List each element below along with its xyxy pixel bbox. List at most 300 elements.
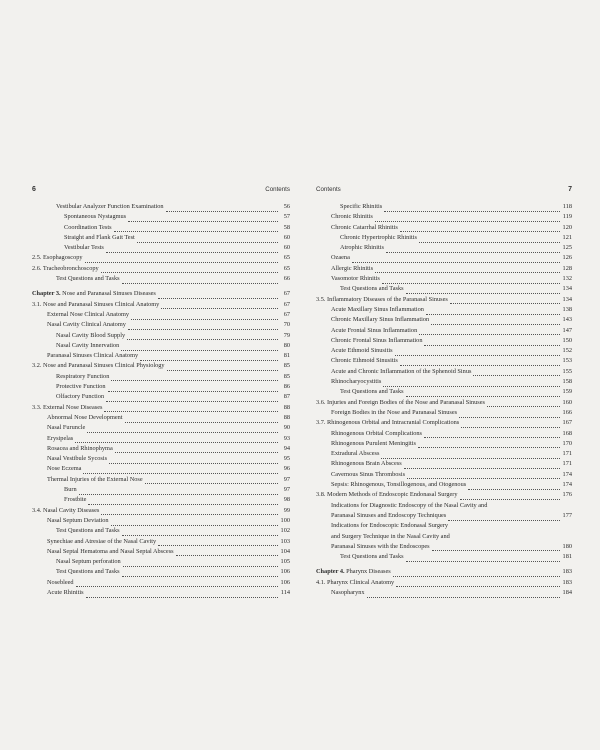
toc-entry-page: 67 — [283, 290, 290, 298]
toc-entry-title: Nasal Vestibule Sycosis — [47, 455, 108, 463]
dot-leader — [75, 436, 278, 443]
toc-entry — [32, 547, 290, 557]
toc-entry-title: Nasal Cavity Blood Supply — [56, 331, 126, 339]
toc-entry-page: 119 — [562, 213, 572, 221]
dot-leader — [419, 236, 560, 243]
left-page-header — [32, 186, 290, 196]
toc-entry-title: Chronic Rhinitis — [331, 213, 373, 221]
dot-leader — [111, 519, 278, 526]
toc-entry-page: 128 — [562, 264, 572, 272]
dot-leader — [101, 508, 278, 515]
dot-leader — [122, 277, 278, 284]
dot-leader — [106, 395, 278, 402]
toc-entry-page: 126 — [562, 254, 572, 262]
dot-leader — [79, 488, 278, 495]
toc-entry — [316, 243, 572, 253]
toc-entry — [316, 387, 572, 397]
toc-entry-page: 98 — [283, 496, 290, 504]
dot-leader — [418, 441, 560, 448]
toc-entry-title: 4.1. Pharynx Clinical Anatomy — [316, 578, 395, 586]
toc-entry — [316, 356, 572, 366]
dot-leader — [101, 266, 278, 273]
toc-entry — [316, 274, 572, 284]
dot-leader — [161, 302, 278, 309]
toc-entry — [32, 495, 290, 505]
toc-entry-page: 184 — [562, 588, 572, 596]
toc-entry — [32, 202, 290, 212]
toc-entry-page: 67 — [283, 310, 290, 318]
dot-leader — [145, 477, 278, 484]
chapter-title: Pharynx Diseases — [344, 568, 391, 576]
toc-entry-title: Rosacea and Rhinophyma — [47, 444, 113, 452]
dot-leader — [166, 205, 278, 212]
toc-entry-page: 81 — [283, 352, 290, 360]
dot-leader — [140, 354, 278, 361]
toc-entry — [316, 588, 572, 598]
dot-leader — [375, 266, 560, 273]
toc-entry-page: 102 — [280, 527, 290, 535]
dot-leader — [407, 472, 560, 479]
toc-entry-title: 3.7. Rhinogenous Orbital and Intracranial Complications — [316, 419, 460, 427]
toc-entry-page: 118 — [562, 203, 572, 210]
toc-entry-page: 94 — [283, 444, 290, 452]
toc-entry — [32, 253, 290, 263]
toc-entry-page: 60 — [283, 233, 290, 241]
toc-entry-title: Atrophic Rhinitis — [340, 244, 384, 252]
dot-leader — [88, 498, 278, 505]
toc-entry — [316, 490, 572, 500]
toc-entry-title: Nose Eczema — [47, 465, 82, 473]
toc-entry-page: 67 — [283, 300, 290, 308]
toc-entry — [32, 526, 290, 536]
toc-entry-title: Nasopharynx — [331, 588, 365, 596]
toc-entry — [316, 346, 572, 356]
toc-entry-page: 88 — [283, 413, 290, 421]
toc-entry-page: 181 — [562, 553, 572, 561]
toc-entry — [32, 444, 290, 454]
toc-entry-page: 85 — [283, 362, 290, 370]
toc-entry-page: 152 — [562, 347, 572, 355]
toc-entry-page: 87 — [283, 393, 290, 401]
toc-entry — [316, 449, 572, 459]
toc-entry-page: 171 — [562, 450, 572, 458]
toc-entry-title — [316, 567, 391, 577]
toc-entry-page: 147 — [562, 326, 572, 334]
toc-entry-title: Olfactory Function — [56, 393, 105, 401]
dot-leader — [406, 555, 560, 562]
toc-entry-title: 3.6. Injuries and Foreign Bodies of the Nose and Paranasal Sinuses — [316, 398, 485, 406]
toc-entry-page: 103 — [280, 537, 290, 545]
toc-entry — [32, 567, 290, 577]
dot-leader — [460, 493, 560, 500]
dot-leader — [432, 544, 560, 551]
dot-leader — [128, 215, 278, 222]
toc-entry-title: Spontaneous Nystagmus — [64, 213, 127, 221]
dot-leader — [114, 225, 278, 232]
toc-entry-title: Sepsis: Rhinogenous, Tonsillogenous, and Otogenous — [331, 481, 467, 489]
toc-entry — [316, 336, 572, 346]
dot-leader — [386, 246, 560, 253]
toc-entry — [32, 475, 290, 485]
toc-entry — [316, 429, 572, 439]
toc-entry — [32, 264, 290, 274]
toc-entry-title: Frostbite — [64, 496, 87, 504]
toc-entry-page: 58 — [283, 223, 290, 231]
toc-entry — [32, 310, 290, 320]
toc-entry-page: 134 — [562, 295, 572, 303]
toc-entry-page: 104 — [280, 547, 290, 555]
toc-entry-title: Vestibular Analyzer Function Examination — [56, 203, 164, 210]
toc-entry-page: 174 — [562, 481, 572, 489]
dot-leader — [396, 580, 560, 587]
toc-entry-page: 132 — [562, 275, 572, 283]
toc-entry — [32, 289, 290, 299]
toc-entry — [316, 398, 572, 408]
toc-entry — [32, 423, 290, 433]
toc-entry-page: 100 — [280, 516, 290, 524]
toc-entry-page: 86 — [283, 383, 290, 391]
toc-entry-page: 99 — [283, 506, 290, 514]
toc-entry-page: 143 — [562, 316, 572, 324]
toc-entry-title: Test Questions and Tasks — [56, 275, 120, 283]
toc-entry — [316, 377, 572, 387]
dot-leader — [473, 369, 560, 376]
dot-leader — [131, 313, 278, 320]
toc-entry — [32, 223, 290, 233]
toc-entry-page: 153 — [562, 357, 572, 365]
toc-entry-page: 174 — [562, 470, 572, 478]
toc-entry — [32, 233, 290, 243]
dot-leader — [109, 457, 278, 464]
toc-entry-page: 56 — [283, 203, 290, 210]
toc-entry-page: 65 — [283, 254, 290, 262]
toc-entry-page: 176 — [562, 491, 572, 499]
dot-leader — [404, 462, 560, 469]
toc-entry-title: 3.4. Nasal Cavity Diseases — [32, 506, 100, 514]
toc-entry-page: 90 — [283, 424, 290, 432]
toc-entry — [32, 557, 290, 567]
toc-entry-page: 96 — [283, 465, 290, 473]
toc-entry-page: 177 — [562, 511, 572, 519]
toc-entry-page: 95 — [283, 455, 290, 463]
dot-leader — [459, 411, 560, 418]
toc-entry-title: Paranasal Sinuses with the Endoscopes — [331, 542, 430, 550]
toc-entry — [32, 464, 290, 474]
dot-leader — [158, 292, 278, 299]
toc-entry-title: Vasomotor Rhinitis — [331, 275, 380, 283]
toc-entry — [32, 320, 290, 330]
toc-entry-page: 121 — [562, 233, 572, 241]
toc-entry — [32, 392, 290, 402]
toc-entry-title: Chronic Hypertrophic Rhinitis — [340, 233, 417, 241]
toc-entry — [316, 439, 572, 449]
toc-entry-title: 3.1. Nose and Paranasal Sinuses Clinical Anatomy — [32, 300, 160, 308]
toc-entry-title: Allergic Rhinitis — [331, 264, 374, 272]
toc-entry-page: 160 — [562, 398, 572, 406]
dot-leader — [487, 400, 560, 407]
page-number: 6 — [32, 186, 36, 193]
toc-entry-page: 170 — [562, 439, 572, 447]
page-number: 7 — [568, 186, 572, 193]
dot-leader — [87, 426, 278, 433]
toc-entry-page: 93 — [283, 434, 290, 442]
toc-entry-page: 66 — [283, 275, 290, 283]
toc-entry — [316, 253, 572, 263]
dot-leader — [176, 549, 278, 556]
toc-entry — [32, 506, 290, 516]
toc-entry — [32, 485, 290, 495]
dot-leader — [461, 421, 560, 428]
right-page — [316, 186, 572, 598]
toc-entry-title: Extradural Abscess — [331, 450, 380, 458]
dot-leader — [158, 539, 278, 546]
dot-leader — [108, 385, 279, 392]
toc-entry-title: 2.5. Esophagoscopy — [32, 254, 83, 262]
toc-entry-title: Nosebleed — [47, 578, 74, 586]
toc-entry-page: 88 — [283, 403, 290, 411]
toc-entry — [32, 382, 290, 392]
dot-leader — [468, 483, 560, 490]
toc-entry-page: 120 — [562, 223, 572, 231]
toc-entry-title: Coordination Tests — [64, 223, 112, 231]
toc-entry-title: Abnormal Nose Development — [47, 413, 123, 421]
left-page — [32, 186, 290, 598]
toc-entry — [316, 552, 572, 562]
dot-leader — [393, 570, 560, 577]
dot-leader — [76, 580, 278, 587]
toc-entry — [32, 351, 290, 361]
toc-entry-title: Test Questions and Tasks — [340, 388, 404, 396]
toc-entry-title: Rhinogenous Orbital Complications — [331, 429, 422, 437]
dot-leader — [125, 416, 278, 423]
toc-entry — [316, 233, 572, 243]
dot-leader — [424, 431, 560, 438]
toc-entry-title: Synechiae and Atresiae of the Nasal Cavity — [47, 537, 157, 545]
toc-entry-title: Acute Maxillary Sinus Inflammation — [331, 305, 424, 313]
toc-entry-title: Rhinogenous Purulent Meningitis — [331, 439, 417, 447]
toc-entry-page: 80 — [283, 341, 290, 349]
toc-entry-title: Rhinogenous Brain Abscess — [331, 460, 402, 468]
toc-entry — [316, 542, 572, 552]
toc-entry-title: Cavernous Sinus Thrombosis — [331, 470, 406, 478]
toc-entry-title: Burn — [64, 486, 77, 494]
toc-list — [316, 202, 572, 598]
dot-leader — [86, 591, 278, 598]
toc-entry-title: External Nose Clinical Anatomy — [47, 310, 130, 318]
toc-entry-title: Paranasal Sinuses Clinical Anatomy — [47, 352, 139, 360]
toc-entry-page: 183 — [562, 568, 572, 576]
toc-entry — [32, 361, 290, 371]
toc-entry — [316, 223, 572, 233]
dot-leader — [426, 308, 560, 315]
toc-entry-title: 3.2. Nose and Paranasal Sinuses Clinical Physiology — [32, 362, 165, 370]
toc-entry-title: Erysipelas — [47, 434, 74, 442]
toc-entry-title: and Surgery Technique in the Nasal Cavity and — [331, 532, 450, 540]
toc-entry — [316, 367, 572, 377]
toc-entry-title: Chronic Ethmoid Sinusitis — [331, 357, 398, 365]
toc-entry — [316, 284, 572, 294]
toc-entry-page: 97 — [283, 475, 290, 483]
dot-leader — [127, 333, 278, 340]
toc-entry-title: Thermal Injuries of the External Nose — [47, 475, 143, 483]
toc-entry-title: Nasal Cavity Innervation — [56, 341, 120, 349]
toc-entry-title: 3.3. External Nose Diseases — [32, 403, 103, 411]
toc-entry — [32, 578, 290, 588]
toc-entry-title: Straight and Flank Gait Test — [64, 233, 135, 241]
toc-entry-title: Ozaena — [331, 254, 350, 262]
toc-entry — [32, 274, 290, 284]
toc-entry — [32, 212, 290, 222]
toc-entry-title: Respiratory Function — [56, 372, 110, 380]
toc-entry — [316, 532, 572, 542]
toc-entry — [316, 521, 572, 531]
toc-entry-title — [32, 289, 156, 299]
dot-leader — [382, 277, 560, 284]
toc-entry-page: 138 — [562, 305, 572, 313]
toc-entry-title: Chronic Catarrhal Rhinitis — [331, 223, 398, 231]
toc-entry-title: Nasal Cavity Clinical Anatomy — [47, 321, 126, 329]
toc-entry-page: 159 — [562, 388, 572, 396]
toc-entry-title: Nasal Septum perforation — [56, 558, 121, 566]
toc-entry-title: 3.5. Inflammatory Diseases of the Paranasal Sinuses — [316, 295, 448, 303]
dot-leader — [448, 514, 560, 521]
toc-entry-page: 106 — [280, 578, 290, 586]
toc-entry-title: Acute Rhinitis — [47, 588, 84, 596]
toc-entry-title: 2.6. Tracheobronchoscopy — [32, 264, 99, 272]
toc-entry — [316, 511, 572, 521]
dot-leader — [104, 405, 278, 412]
toc-entry-title: Rhinocharyocystitis — [331, 378, 382, 386]
toc-entry-title: Test Questions and Tasks — [56, 527, 120, 535]
dot-leader — [123, 560, 278, 567]
toc-entry-page: 180 — [562, 542, 572, 550]
chapter-title: Nose and Paranasal Sinuses Diseases — [60, 290, 156, 298]
dot-leader — [122, 529, 278, 536]
toc-entry — [32, 434, 290, 444]
toc-entry — [316, 408, 572, 418]
dot-leader — [424, 339, 560, 346]
toc-entry-title: Test Questions and Tasks — [56, 568, 120, 576]
right-page-header — [316, 186, 572, 196]
toc-entry — [32, 243, 290, 253]
toc-entry-page: 79 — [283, 331, 290, 339]
toc-entry — [32, 413, 290, 423]
toc-entry — [316, 212, 572, 222]
toc-entry — [316, 315, 572, 325]
dot-leader — [406, 287, 560, 294]
running-title: Contents — [265, 186, 290, 193]
toc-entry-title: Test Questions and Tasks — [340, 553, 404, 561]
toc-entry-page: 125 — [562, 244, 572, 252]
dot-leader — [167, 364, 278, 371]
chapter-label: Chapter 3. — [32, 290, 61, 298]
toc-entry — [316, 305, 572, 315]
dot-leader — [106, 246, 278, 253]
toc-entry-title: Chronic Frontal Sinus Inflammation — [331, 336, 423, 344]
toc-entry — [32, 331, 290, 341]
toc-entry-title: Test Questions and Tasks — [340, 285, 404, 293]
dot-leader — [395, 349, 560, 356]
chapter-label: Chapter 4. — [316, 568, 345, 576]
toc-entry-page: 97 — [283, 486, 290, 494]
dot-leader — [384, 205, 560, 212]
dot-leader — [115, 446, 278, 453]
toc-entry-title: Acute and Chronic Inflammation of the Sphenoid Sinus — [331, 367, 472, 375]
toc-entry-page: 85 — [283, 372, 290, 380]
toc-entry-page: 183 — [562, 578, 572, 586]
dot-leader — [367, 591, 560, 598]
toc-entry-page: 167 — [562, 419, 572, 427]
toc-entry-title: Nasal Septum Deviation — [47, 516, 109, 524]
dot-leader — [121, 344, 278, 351]
toc-entry-page: 57 — [283, 213, 290, 221]
toc-entry-title: Protective Function — [56, 383, 106, 391]
toc-entry-page: 105 — [280, 558, 290, 566]
toc-entry — [316, 470, 572, 480]
running-title: Contents — [316, 186, 341, 193]
toc-entry — [32, 372, 290, 382]
toc-entry-page: 168 — [562, 429, 572, 437]
toc-entry-page: 106 — [280, 568, 290, 576]
dot-leader — [83, 467, 278, 474]
toc-entry-page: 60 — [283, 244, 290, 252]
toc-entry-title: 3.8. Modern Methods of Endoscopic Endonasal Surgery — [316, 491, 458, 499]
toc-entry-title: Acute Ethmoid Sinusitis — [331, 347, 393, 355]
toc-entry-title: Specific Rhinitis — [340, 203, 383, 210]
toc-entry — [316, 567, 572, 577]
toc-entry — [316, 202, 572, 212]
toc-entry-page: 155 — [562, 367, 572, 375]
dot-leader — [431, 318, 560, 325]
dot-leader — [85, 256, 278, 263]
toc-entry — [316, 480, 572, 490]
toc-entry — [32, 403, 290, 413]
toc-entry-title: Indications for Endoscopic Endonasal Surgery — [331, 522, 449, 530]
toc-entry-page: 150 — [562, 336, 572, 344]
dot-leader — [111, 374, 278, 381]
toc-entry-page: 70 — [283, 321, 290, 329]
dot-leader — [122, 570, 278, 577]
toc-entry-title: Foreign Bodies in the Nose and Paranasal Sinuses — [331, 408, 458, 416]
toc-entry — [32, 588, 290, 598]
dot-leader — [406, 390, 560, 397]
dot-leader — [450, 297, 560, 304]
toc-entry-page: 114 — [280, 588, 290, 596]
toc-entry — [316, 295, 572, 305]
dot-leader — [375, 215, 560, 222]
toc-entry — [32, 537, 290, 547]
toc-entry — [316, 418, 572, 428]
toc-entry-page: 65 — [283, 264, 290, 272]
toc-entry-title: Chronic Maxillary Sinus Inflammation — [331, 316, 430, 324]
toc-entry — [32, 454, 290, 464]
toc-entry-page: 171 — [562, 460, 572, 468]
dot-leader — [381, 452, 560, 459]
toc-entry-title: Paranasal Sinuses and Endoscopy Techniques — [331, 511, 447, 519]
toc-entry — [316, 326, 572, 336]
toc-entry-page: 166 — [562, 408, 572, 416]
dot-leader — [400, 225, 560, 232]
toc-entry-title: Acute Frontal Sinus Inflammation — [331, 326, 418, 334]
dot-leader — [400, 359, 560, 366]
toc-entry — [32, 300, 290, 310]
toc-entry — [316, 264, 572, 274]
toc-entry — [316, 501, 572, 511]
dot-leader — [352, 256, 560, 263]
toc-entry — [316, 578, 572, 588]
dot-leader — [128, 323, 278, 330]
dot-leader — [419, 328, 560, 335]
